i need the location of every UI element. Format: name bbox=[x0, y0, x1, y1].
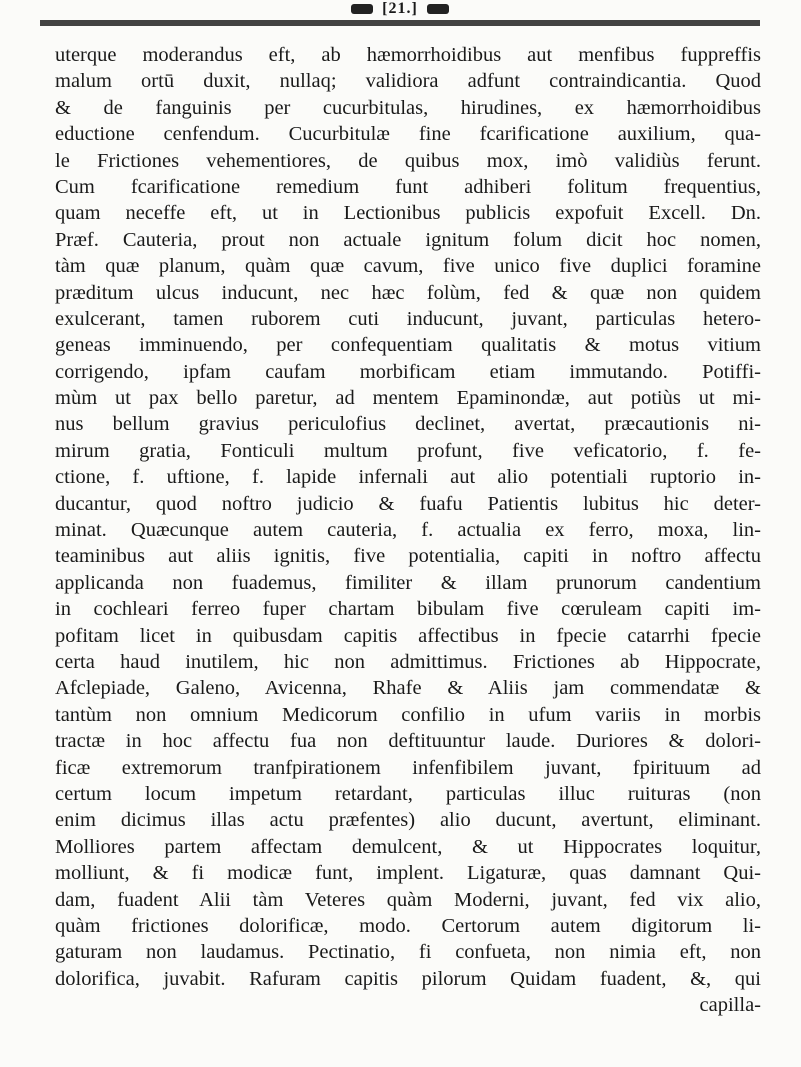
text-line: & de fanguinis per cucurbitulas, hirudines, ex hæmorrhoidibus bbox=[55, 96, 761, 119]
ornament-right-icon bbox=[427, 4, 449, 14]
text-line: pofitam licet in quibusdam capitis affectibus in fpecie catarrhi fpecie bbox=[55, 624, 761, 647]
text-line: gaturam non laudamus. Pectinatio, fi confueta, non nimia eft, non bbox=[55, 941, 761, 964]
text-line: exulcerant, tamen ruborem cuti inducunt, juvant, particulas hetero- bbox=[55, 307, 761, 330]
text-line: ducantur, quod noftro judicio & fuafu Patientis lubitus hic deter- bbox=[55, 492, 761, 515]
text-line: Cum fcarificatione remedium funt adhiberi folitum frequentius, bbox=[55, 175, 761, 198]
text-line: quàm frictiones dolorificæ, modo. Certorum autem digitorum li- bbox=[55, 914, 761, 937]
text-line: geneas imminuendo, per confequentiam qualitatis & motus vitium bbox=[55, 334, 761, 357]
text-line: Afclepiade, Galeno, Avicenna, Rhafe & Aliis jam commendatæ & bbox=[55, 677, 761, 700]
text-line: minat. Quæcunque autem cauteria, f. actualia ex ferro, moxa, lin- bbox=[55, 519, 761, 542]
text-line: uterque moderandus eft, ab hæmorrhoidibus aut menfibus fuppreffis bbox=[55, 44, 761, 66]
text-line: eductione cenfendum. Cucurbitulæ fine fcarificatione auxilium, qua- bbox=[55, 123, 761, 146]
text-line: le Frictiones vehementiores, de quibus mox, imò validiùs ferunt. bbox=[55, 149, 761, 172]
ornament-left-icon bbox=[351, 4, 373, 14]
body-text bbox=[55, 42, 761, 1018]
text-line: dam, fuadent Alii tàm Veteres quàm Moderni, juvant, fed vix alio, bbox=[55, 888, 761, 911]
text-line: malum ortū duxit, nullaq; validiora adfunt contraindicantia. Quod bbox=[55, 70, 761, 93]
catchword: capilla- bbox=[699, 994, 761, 1017]
text-line: Molliores partem affectam demulcent, & ut Hippocrates loquitur, bbox=[55, 835, 761, 858]
text-line: tractæ in hoc affectu fua non deftituuntur laude. Duriores & dolori- bbox=[55, 730, 761, 753]
page-number bbox=[330, 0, 470, 18]
text-line: enim dicimus illas actu præfentes) alio ducunt, avertunt, eliminant. bbox=[55, 809, 761, 832]
text-line: dolorifica, juvabit. Rafuram capitis pilorum Quidam fuadent, &, qui bbox=[55, 967, 761, 990]
text-line: certum locum impetum retardant, particulas illuc ruituras (non bbox=[55, 782, 761, 805]
text-line: quam neceffe eft, ut in Lectionibus publicis expofuit Excell. Dn. bbox=[55, 202, 761, 225]
text-line: in cochleari ferreo fuper chartam bibulam five cœruleam capiti im- bbox=[55, 598, 761, 621]
text-line: teaminibus aut aliis ignitis, five potentialia, capiti in noftro affectu bbox=[55, 545, 761, 568]
text-line: ctione, f. uftione, f. lapide infernali aut alio potentiali ruptorio in- bbox=[55, 466, 761, 489]
text-line: Præf. Cauteria, prout non actuale ignitum folum dicit hoc nomen, bbox=[55, 228, 761, 251]
page-number-label: [21.] bbox=[382, 0, 418, 17]
page-top-rule bbox=[40, 20, 760, 26]
text-line: ficæ extremorum tranfpirationem infenfibilem juvant, fpirituum ad bbox=[55, 756, 761, 779]
text-line: molliunt, & fi modicæ funt, implent. Ligaturæ, quas damnant Qui- bbox=[55, 862, 761, 885]
text-line: certa haud inutilem, hic non admittimus. Frictiones ab Hippocrate, bbox=[55, 650, 761, 673]
text-line: mirum gratia, Fonticuli multum profunt, five veficatorio, f. fe- bbox=[55, 439, 761, 462]
text-line: præditum ulcus inducunt, nec hæc folùm, fed & quæ non quidem bbox=[55, 281, 761, 304]
text-line: nus bellum gravius periculofius declinet, avertat, præcautionis ni- bbox=[55, 413, 761, 436]
text-line: applicanda non fuademus, fimiliter & illam prunorum candentium bbox=[55, 571, 761, 594]
text-line: tàm quæ planum, quàm quæ cavum, five unico five duplici foramine bbox=[55, 255, 761, 278]
text-line: tantùm non omnium Medicorum confilio in ufum variis in morbis bbox=[55, 703, 761, 726]
text-line: corrigendo, ipfam caufam morbificam etiam immutando. Potiffi- bbox=[55, 360, 761, 383]
text-line: mùm ut pax bello paretur, ad mentem Epaminondæ, aut potiùs ut mi- bbox=[55, 387, 761, 410]
